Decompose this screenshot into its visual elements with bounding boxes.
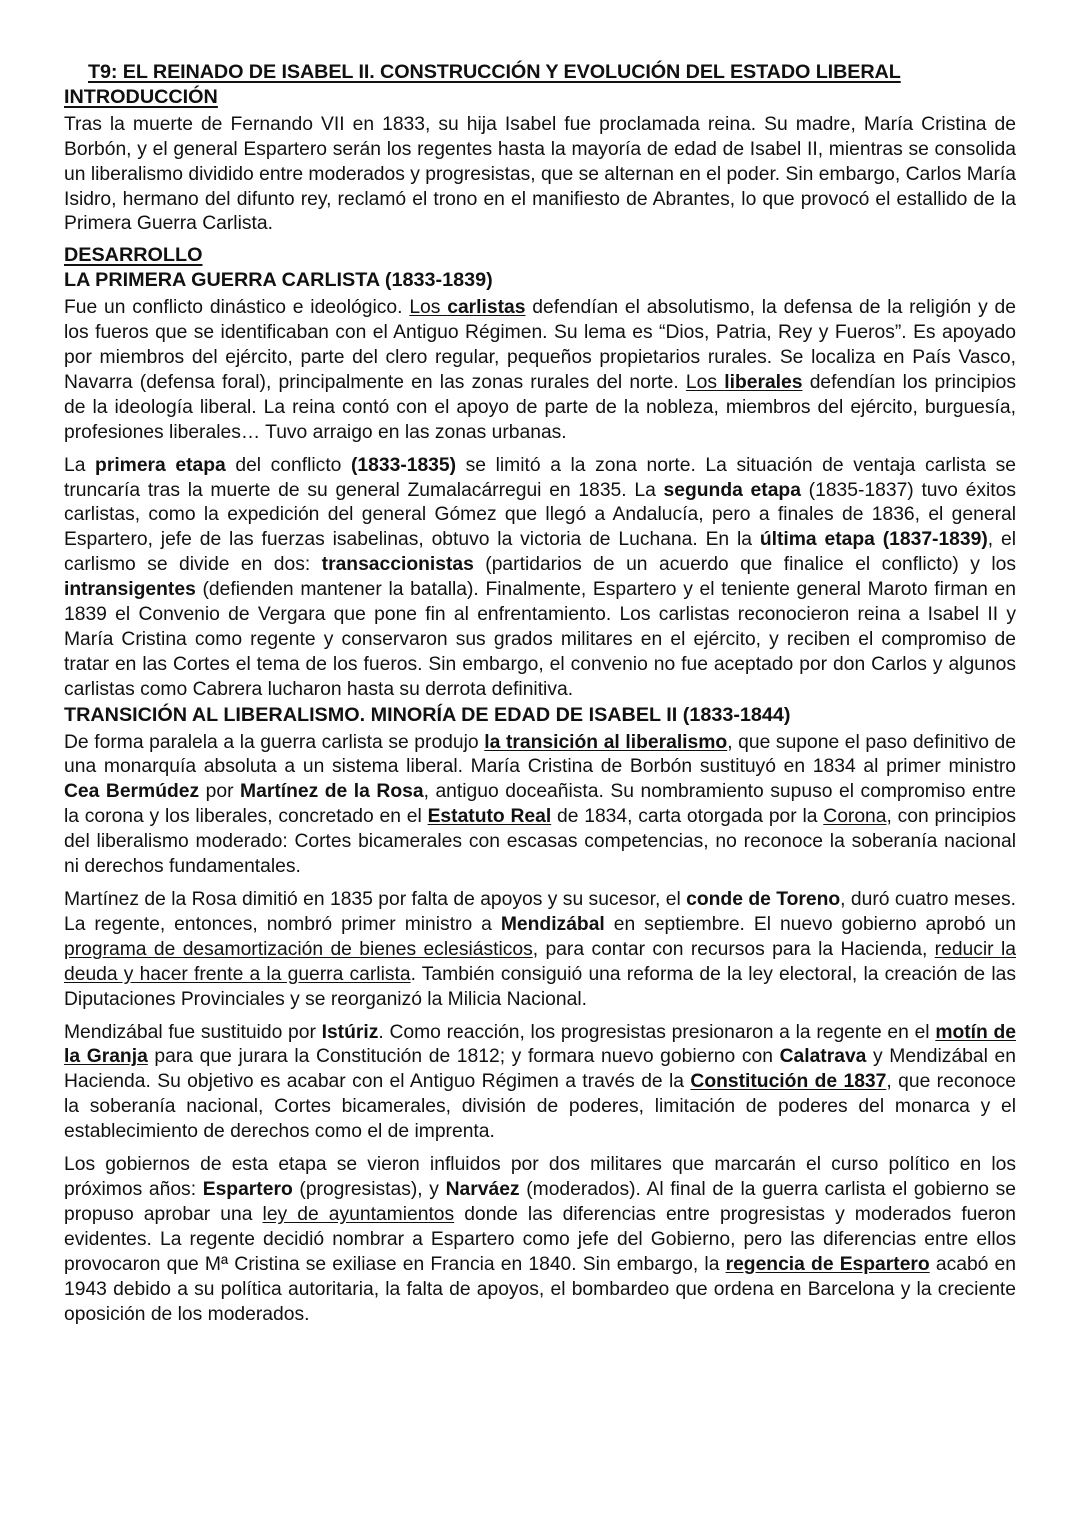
document-page [64,60,1016,1327]
transicion-paragraph-1: De forma paralela a la guerra carlista se produjo la transición al liberalismo, que supone el paso definitivo de una monarquía absoluta a un sistema liberal. María Cristina de Borbón sustituyó en 1834 al primer ministro Cea Bermúdez por Martínez de la Rosa, antiguo doceañista. Su nombramiento supuso el compromiso entre la corona y los liberales, concretado en el Estatuto Real de 1834, carta otorgada por la Corona, con principios del liberalismo moderado: Cortes bicamerales con escasas competencias, no reconoce la soberanía nacional ni derechos fundamentales. [64,731,1016,878]
desarrollo-heading: DESARROLLO [64,244,203,267]
transicion-heading: TRANSICIÓN AL LIBERALISMO. MINORÍA DE EDAD DE ISABEL II (1833-1844) [64,703,791,726]
transicion-paragraph-2: Martínez de la Rosa dimitió en 1835 por falta de apoyos y su sucesor, el conde de Toreno, duró cuatro meses. La regente, entonces, nombró primer ministro a Mendizábal en septiembre. El nuevo gobierno aprobó un programa de desamortización de bienes eclesiásticos, para contar con recursos para la Hacienda, reducir la deuda y hacer frente a la guerra carlista. También consiguió una reforma de la ley electoral, la creación de las Diputaciones Provinciales y se reorganizó la Milicia Nacional. [64,889,1016,1010]
intro-heading: INTRODUCCIÓN [64,85,218,108]
intro-paragraph: Tras la muerte de Fernando VII en 1833, su hija Isabel fue proclamada reina. Su madre, María Cristina de Borbón, y el general Espartero serán los regentes hasta la mayoría de edad de Isabel II, mientras se consolida un liberalismo dividido entre moderados y progresistas, que se alternan en el poder. Sin embargo, Carlos María Isidro, hermano del difunto rey, reclamó el trono en el manifiesto de Abrantes, lo que provocó el estallido de la Primera Guerra Carlista. [64,113,1016,235]
transicion-paragraph-4: Los gobiernos de esta etapa se vieron influidos por dos militares que marcarán el curso político en los próximos años: Espartero (progresistas), y Narváez (moderados). Al final de la guerra carlista el gobierno se propuso aprobar una ley de ayuntamientos donde las diferencias entre progresistas y moderados fueron evidentes. La regente decidió nombrar a Espartero como jefe del Gobierno, pero las diferencias entre ellos provocaron que Mª Cristina se exiliase en Francia en 1840. Sin embargo, la regencia de Espartero acabó en 1943 debido a su política autoritaria, la falta de apoyos, el bombardeo que ordena en Barcelona y la creciente oposición de los moderados. [64,1154,1016,1325]
guerra-paragraph-2: La primera etapa del conflicto (1833-1835) se limitó a la zona norte. La situación de ventaja carlista se truncaría tras la muerte de su general Zumalacárregui en 1835. La segunda etapa (1835-1837) tuvo éxitos carlistas, como la expedición del general Gómez que llegó a Andalucía, pero a finales de 1836, el general Espartero, jefe de las fuerzas isabelinas, obtuvo la victoria de Luchana. En la última etapa (1837-1839), el carlismo se divide en dos: transaccionistas (partidarios de un acuerdo que finalice el conflicto) y los intransigentes (defienden mantener la batalla). Finalmente, Espartero y el teniente general Maroto firman en 1839 el Convenio de Vergara que pone fin al enfrentamiento. Los carlistas reconocieron reina a Isabel II y María Cristina como regente y conservaron sus grados militares en el ejército, y reciben el compromiso de tratar en las Cortes el tema de los fueros. Sin embargo, el convenio no fue aceptado por don Carlos y algunos carlistas como Cabrera lucharon hasta su derrota definitiva. [64,454,1016,700]
transicion-paragraph-3: Mendizábal fue sustituido por Istúriz. Como reacción, los progresistas presionaron a la regente en el motín de la Granja para que jurara la Constitución de 1812; y formara nuevo gobierno con Calatrava y Mendizábal en Hacienda. Su objetivo es acabar con el Antiguo Régimen a través de la Constitución de 1837, que reconoce la soberanía nacional, Cortes bicamerales, división de poderes, limitación de poderes del monarca y el establecimiento de derechos como el de imprenta. [64,1021,1017,1143]
document-title: T9: EL REINADO DE ISABEL II. CONSTRUCCIÓN Y EVOLUCIÓN DEL ESTADO LIBERAL [88,61,901,83]
guerra-carlista-heading: LA PRIMERA GUERRA CARLISTA (1833-1839) [64,269,493,292]
guerra-paragraph-1: Fue un conflicto dinástico e ideológico. Los carlistas defendían el absolutismo, la defensa de la religión y de los fueros que se identificaban con el Antiguo Régimen. Su lema es “Dios, Patria, Rey y Fueros”. Es apoyado por miembros del ejército, parte del clero regular, pequeños propietarios rurales. Se localiza en País Vasco, Navarra (defensa foral), principalmente en las zonas rurales del norte. Los liberales defendían los principios de la ideología liberal. La reina contó con el apoyo de parte de la nobleza, miembros del ejército, burguesía, profesiones liberales… Tuvo arraigo en las zonas urbanas. [64,297,1016,443]
